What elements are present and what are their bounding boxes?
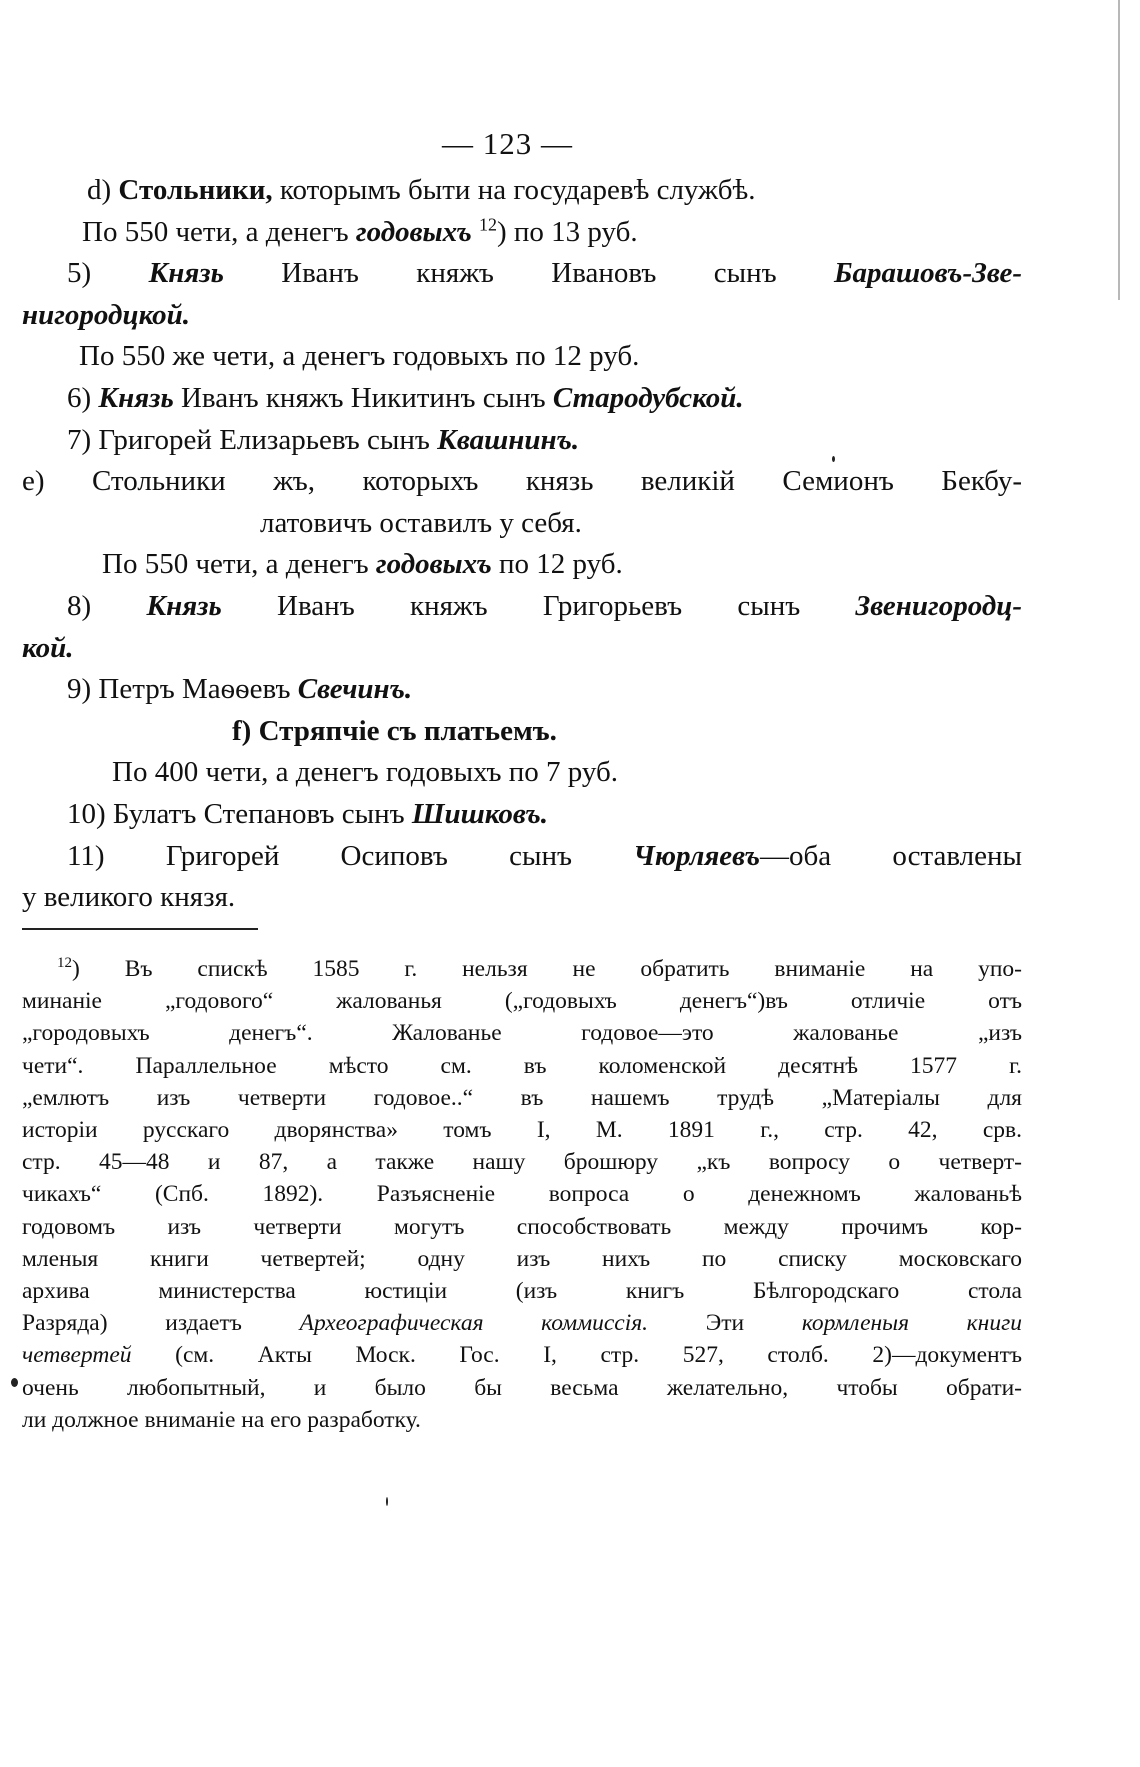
- section-e-pay: По 550 чети, а денегъ годовыхъ по 12 руб.: [102, 548, 623, 581]
- footnote-separator: [22, 928, 258, 930]
- section-f-pay: По 400 чети, а денегъ годовыхъ по 7 руб.: [112, 756, 619, 789]
- footnote: [22, 953, 1022, 1436]
- section-e-heading-line2: латовичъ оставилъ у себя.: [260, 506, 582, 539]
- list-item-8-line2: кой.: [22, 631, 74, 664]
- footnote-line: годовомъ изъ четверти могутъ способствовать между прочимъ кор-: [22, 1213, 1022, 1240]
- scan-speck: [386, 1497, 388, 1506]
- section-d-pay: По 550 чети, а денегъ годовыхъ $^{12}$) по 13 руб.: [82, 213, 638, 248]
- footnote-line: минаніе „годового“ жалованья („годовыхъ денегъ“)въ отличіе отъ: [22, 988, 1022, 1015]
- footnote-line: ли должное вниманіе на его разработку.: [22, 1406, 421, 1433]
- list-item-11-line1: 11) Григорей Осиповъ сынъ Чюрляевъ—оба оставлены: [67, 839, 1022, 872]
- list-item-10: 10) Булатъ Степановъ сынъ Шишковъ.: [67, 797, 548, 830]
- list-item-7: 7) Григорей Елизарьевъ сынъ Квашнинъ.: [67, 423, 580, 456]
- scan-speck: [832, 456, 835, 462]
- footnote-line: исторіи русскаго дворянства» томъ I, М. 1891 г., стр. 42, срв.: [22, 1117, 1022, 1144]
- footnote-line: четвертей (см. Акты Моск. Гос. I, стр. 527, столб. 2)—документъ: [22, 1342, 1023, 1369]
- section-e-heading-line1: е) Стольники жъ, которыхъ князь великій Семионъ Бекбу-: [22, 465, 1022, 498]
- section-d-heading-bold: Стольники,: [118, 174, 273, 206]
- footnote-line: чикахъ“ (Спб. 1892). Разъясненіе вопроса о денежномъ жалованьѣ: [22, 1181, 1022, 1208]
- section-f-heading: f) Стряпчіе съ платьемъ.: [232, 714, 557, 747]
- scan-speck: [11, 1378, 18, 1387]
- footnote-line: „емлютъ изъ четверти годовое..“ въ нашемъ трудѣ „Матеріалы для: [22, 1084, 1022, 1111]
- footnote-ref: 12: [478, 213, 497, 234]
- footnote-line: „городовыхъ денегъ“. Жалованье годовое—это жалованье „изъ: [22, 1020, 1022, 1047]
- footnote-line: чети“. Параллельное мѣсто см. въ коломенской десятнѣ 1577 г.: [22, 1052, 1022, 1079]
- list-item-5-line2: нигородцкой.: [22, 298, 191, 331]
- section-d-heading: d) Стольники, которымъ быти на государевѣ службѣ.: [87, 174, 756, 206]
- list-item-5-line1: 5) Князь Иванъ княжъ Ивановъ сынъ Барашовъ-Зве-: [67, 257, 1022, 290]
- section-d-pay-2: По 550 же чети, а денегъ годовыхъ по 12 руб.: [79, 340, 640, 373]
- list-item-8-line1: 8) Князь Иванъ княжъ Григорьевъ сынъ Звенигородц-: [67, 589, 1022, 622]
- list-item-6: 6) Князь Иванъ княжъ Никитинъ сынъ Стародубской.: [67, 381, 744, 414]
- footnote-line: архива министерства юстиціи (изъ книгъ Бѣлгородскаго стола: [22, 1278, 1022, 1305]
- footnote-line: очень любопытный, и было бы весьма желательно, чтобы обрати-: [22, 1374, 1022, 1401]
- footnote-marker: 12: [57, 955, 72, 972]
- footnote-line: мленыя книги четвертей; одну изъ нихъ по списку московскаго: [22, 1245, 1022, 1272]
- page-number: — 123 —: [442, 126, 573, 161]
- main-text: [22, 170, 1022, 919]
- list-item-9: 9) Петръ Маѳѳевъ Свечинъ.: [67, 673, 413, 706]
- footnote-line: $^{12}$) Въ спискѣ 1585 г. нельзя не обратить вниманіе на упо-: [57, 955, 1022, 982]
- footnote-line: стр. 45—48 и 87, а также нашу брошюру „къ вопросу о четверт-: [22, 1149, 1022, 1176]
- list-item-11-line2: у великого князя.: [22, 881, 236, 914]
- footnote-line: Разряда) издаетъ Археографическая коммиссія. Эти кормленыя книги: [22, 1310, 1022, 1337]
- page-edge: [1118, 0, 1120, 300]
